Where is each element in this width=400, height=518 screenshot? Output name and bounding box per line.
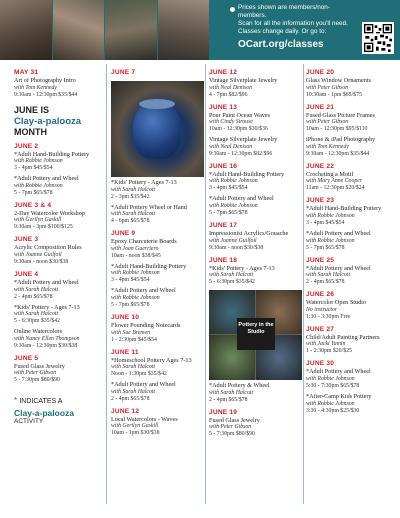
class-instructor: with Robbie Johnson	[111, 270, 160, 277]
class-title: Watercolor Open Studio	[306, 299, 366, 307]
header-line: Prices shown are members/non-members.	[238, 4, 330, 19]
class-listing[interactable]	[14, 328, 106, 350]
class-instructor: with Robbie Johnson	[306, 400, 355, 407]
class-title: Acrylic Composition Rules	[14, 244, 82, 252]
class-listing[interactable]	[14, 244, 106, 266]
class-title: Epoxy Charcuterie Boards	[111, 238, 177, 246]
class-title: Online Watercolors	[14, 328, 63, 336]
pottery-collage-image	[209, 290, 302, 380]
class-instructor: with Joanne Guilfoil	[209, 237, 257, 244]
class-time-price: 3 - 4pm $45/$54	[111, 277, 150, 284]
date-heading: JUNE 12	[209, 69, 238, 76]
class-photo	[105, 0, 158, 60]
class-title: *Adult Pottery & Wheel	[209, 382, 270, 390]
class-time-price: 5 - 7pm $65/$78	[306, 244, 345, 251]
class-time-price: 4 - 7pm $82/$96	[209, 91, 248, 98]
class-title: Pour Paint Ocean Waves	[209, 111, 271, 119]
class-instructor: with Robbie Johnson	[111, 294, 160, 301]
class-instructor: with Robbie Johnson	[14, 182, 63, 189]
class-listing[interactable]	[306, 230, 400, 252]
schedule-column-1	[14, 64, 106, 425]
class-time-price: 5 - 6:30pm $35/$42	[209, 279, 255, 286]
class-title: Vintage Silverplate Jewelry	[209, 77, 278, 84]
class-title: Crocheting a Motif	[306, 170, 354, 178]
class-listing[interactable]	[14, 151, 106, 173]
banner-line: JUNE IS	[14, 104, 50, 115]
date-heading: JUNE 26	[306, 291, 335, 299]
class-listing[interactable]	[306, 368, 400, 390]
class-title: *Adult Pottery and Wheel	[306, 264, 371, 272]
class-time-price: 9:30am - 12:30pm $30/$38	[14, 342, 78, 349]
date-heading: JUNE 19	[209, 408, 238, 416]
class-instructor: with Gerilyn Gaskill	[14, 217, 62, 224]
date-heading: JUNE 9	[111, 230, 136, 238]
class-time-price: 3 - 4pm $45/$54	[14, 165, 53, 172]
class-time-price: 10am - 12:30pm $30/$36	[209, 126, 268, 133]
class-listing[interactable]	[14, 77, 106, 99]
class-time-price: 9:30am - noon $30/$38	[14, 258, 69, 265]
june-clay-a-palooza-banner	[14, 105, 106, 138]
class-listing[interactable]	[209, 265, 305, 287]
date-heading: JUNE 11	[111, 348, 139, 356]
bullet-icon	[230, 7, 235, 12]
class-time-price: 5 - 7pm $65/$78	[14, 189, 53, 196]
class-title: *Adult Pottery and Wheel	[111, 287, 176, 295]
pottery-studio-tag: Pottery in the Studio	[237, 318, 275, 350]
class-instructor: with Robbie Johnson	[306, 375, 355, 382]
class-listing[interactable]	[306, 112, 400, 134]
header-line: Classes change daily. Or go to:	[238, 28, 327, 35]
date-heading: JUNE 7	[111, 69, 136, 76]
class-photo-strip	[0, 0, 210, 60]
class-title: Fused Glass Picture Frames	[306, 111, 375, 119]
legend-text: INDICATES A	[19, 398, 63, 406]
class-time-price: 10am - 12:30pm $95/$110	[306, 126, 368, 133]
class-instructor: with Joan Guerriero	[111, 245, 159, 252]
date-heading: JUNE 27	[306, 325, 335, 333]
class-listing[interactable]	[209, 136, 305, 158]
legend-text: ACTIVITY	[14, 418, 44, 426]
class-instructor: with Robbie Johnson	[209, 178, 258, 185]
class-title: *Adult Pottery and Wheel	[14, 175, 79, 183]
class-instructor: with Robbie Johnson	[14, 158, 63, 165]
legend-brand: Clay-a-palooza	[14, 408, 74, 419]
class-title: *Homeschool Pottery Ages 7-13	[111, 356, 192, 364]
class-instructor: with Sarah Halcott	[14, 311, 59, 318]
class-title: *Adult Hand-Building Pottery	[209, 170, 285, 178]
class-instructor: with Sarah Halcott	[306, 272, 351, 279]
column-divider	[106, 64, 107, 504]
class-time-price: 10am - 1pm $30/$38	[111, 430, 160, 437]
class-listing[interactable]	[111, 416, 204, 438]
class-listing[interactable]	[306, 299, 400, 321]
class-instructor: with Sarah Halcott	[111, 186, 156, 193]
date-heading: JUNE 30	[306, 360, 335, 368]
class-listing[interactable]	[306, 171, 400, 193]
class-listing[interactable]	[306, 77, 400, 99]
class-listing[interactable]	[111, 263, 204, 285]
class-title: *Adult Hand-Building Pottery	[306, 205, 382, 213]
class-title: Child/Adult Painting Partners	[306, 333, 380, 341]
header-info	[238, 4, 358, 52]
class-instructor: with Sarah Halcott	[111, 211, 156, 218]
class-time-price: 2 - 4pm $65/$78	[14, 293, 53, 300]
class-title: *Adult Pottery and Wheel	[306, 368, 371, 376]
class-instructor: with Sarah Halcott	[14, 286, 59, 293]
date-heading: JUNE 10	[111, 313, 140, 321]
class-title: Local Watercolors - Waves	[111, 415, 178, 423]
class-title: Glass Window Ornaments	[306, 77, 371, 84]
class-instructor: with Peter Gibson	[209, 424, 252, 431]
class-title: Vintage Silverplate Jewelry	[209, 136, 278, 144]
class-time-price: 5 - 6:30pm $35/$42	[14, 318, 60, 325]
class-listing[interactable]	[209, 417, 305, 439]
class-instructor: with Gerilyn Gaskill	[111, 423, 159, 430]
class-listing[interactable]	[209, 171, 305, 193]
class-listing[interactable]	[14, 210, 106, 232]
banner-line: MONTH	[14, 126, 47, 137]
date-heading: JUNE 2	[14, 142, 39, 150]
class-photo	[0, 0, 53, 60]
class-time-price: 9:30am - noon $30/$38	[209, 244, 264, 251]
date-heading: JUNE 23	[306, 197, 335, 205]
class-listing[interactable]	[14, 175, 106, 197]
class-listing[interactable]	[14, 304, 106, 326]
class-time-price: 5 - 7:30pm $80/$90	[14, 377, 60, 384]
class-title: *Adult Pottery Wheel or Hand	[111, 203, 187, 211]
class-time-price: 11am - 12:30pm $20/$24	[306, 185, 365, 192]
class-listing[interactable]	[111, 287, 204, 309]
class-listing[interactable]	[111, 238, 204, 260]
class-listing[interactable]	[111, 357, 204, 379]
class-time-price: 9:30am - 3pm $100/$125	[14, 224, 73, 231]
class-title: Fused Glass Jewelry	[14, 362, 65, 370]
class-title: *Kids' Pottery - Ages 7-13	[209, 264, 275, 272]
schedule-column-2	[111, 64, 204, 440]
class-instructor: with Jacki Yamin	[306, 341, 346, 348]
class-photo	[53, 0, 106, 60]
class-time-price: 9:30am - 12:30pm $35/$44	[306, 150, 370, 157]
date-heading: MAY 31	[14, 69, 39, 76]
qr-code-icon[interactable]	[362, 22, 394, 54]
class-listing[interactable]	[209, 230, 305, 252]
class-time-price: 5 - 7pm $65/$78	[209, 209, 248, 216]
class-listing[interactable]	[306, 205, 400, 227]
class-time-price: 9:30am - 12:30pm $35/$44	[14, 91, 78, 98]
class-time-price: 2 - 4pm $65/$78	[306, 279, 345, 286]
class-instructor: with Robbie Johnson	[306, 212, 355, 219]
class-listing[interactable]	[111, 179, 204, 201]
class-title: Art of Photography Intro	[14, 77, 76, 84]
class-instructor: with Peter Gibson	[306, 119, 349, 126]
class-listing[interactable]	[14, 363, 106, 385]
date-heading: JUNE 13	[209, 103, 238, 111]
header-line: Scan for all the information you'll need.	[238, 20, 348, 27]
class-instructor: with Neal Denison	[209, 143, 253, 150]
date-heading: JUNE 21	[306, 103, 335, 111]
date-heading: JUNE 3 & 4	[14, 201, 52, 209]
class-time-price: 10:30am - 1pm $65/$75	[306, 91, 362, 98]
class-title: *Adult Pottery and Wheel	[306, 229, 371, 237]
class-title: iPhone & iPad Photography	[306, 136, 376, 144]
class-photo	[158, 0, 211, 60]
class-listing[interactable]	[306, 334, 400, 356]
class-title: *Adult Pottery and Wheel	[14, 278, 79, 286]
legend	[14, 390, 106, 425]
schedule-column-3	[209, 64, 305, 441]
class-listing[interactable]	[14, 279, 106, 301]
class-time-price: 1:30 - 3:30pm Free	[306, 313, 351, 320]
class-time-price: 5:30 - 7:30pm $65/$78	[306, 382, 360, 389]
class-listing[interactable]	[209, 382, 305, 404]
class-title: *Adult Pottery and Wheel	[209, 195, 274, 203]
class-listing[interactable]	[209, 195, 305, 217]
class-time-price: 3 - 4pm $45/$54	[306, 219, 345, 226]
class-listing[interactable]	[111, 381, 204, 403]
bowl-rim	[139, 99, 175, 109]
date-heading: JUNE 4	[14, 270, 39, 278]
class-time-price: 3 - 4pm $45/$54	[209, 185, 248, 192]
class-listing[interactable]	[209, 112, 305, 134]
class-listing[interactable]	[111, 322, 204, 344]
class-title: *Adult Hand-Building Pottery	[14, 150, 90, 158]
class-instructor: with Sarah Halcott	[209, 389, 254, 396]
class-listing[interactable]	[306, 265, 400, 287]
class-instructor: with Robbie Johnson	[209, 202, 258, 209]
class-title: 2-Day Watercolor Workshop	[14, 209, 85, 217]
class-title: *Kids' Pottery - Ages 7-13	[14, 303, 80, 311]
class-listing[interactable]	[306, 393, 400, 415]
date-heading: JUNE 17	[209, 221, 238, 229]
class-instructor: with Tom Kennedy	[14, 84, 57, 91]
class-listing[interactable]	[209, 77, 305, 99]
date-heading: JUNE 3	[14, 236, 39, 244]
class-title: *Adult Pottery and Wheel	[111, 381, 176, 389]
class-instructor: with Mary Anne Cooper	[306, 178, 363, 185]
date-heading: JUNE 22	[306, 162, 335, 170]
class-time-price: 2 - 3pm $35/$42	[111, 193, 150, 200]
class-time-price: 9:30am - 12:30pm $82/$96	[209, 150, 273, 157]
class-time-price: Noon - 1:30pm $35/$42	[111, 371, 167, 378]
class-title: Fused Glass Jewelry	[209, 416, 260, 424]
class-instructor: with Peter Gibson	[14, 370, 57, 377]
class-listing[interactable]	[111, 204, 204, 226]
class-time-price: 1 - 2:30pm $45/$54	[111, 336, 157, 343]
class-time-price: 4 - 6pm $65/$78	[111, 218, 150, 225]
banner-brand: Clay-a-palooza	[14, 115, 82, 127]
date-heading: JUNE 18	[209, 256, 238, 264]
asterisk-icon: *	[14, 396, 20, 406]
schedule-column-4	[306, 64, 400, 418]
class-time-price: 2 - 4pm $65/$78	[111, 395, 150, 402]
class-instructor: No instructor	[306, 306, 338, 313]
class-instructor: with Sue Bremen	[111, 329, 151, 336]
date-heading: JUNE 25	[306, 256, 335, 264]
class-instructor: with Neal Denison	[209, 84, 253, 91]
class-title: Impressionist Acrylics/Gouache	[209, 229, 289, 237]
class-title: *Kids' Pottery - Ages 7-13	[111, 179, 177, 186]
class-time-price: 3:30 - 4:30pm $25/$30	[306, 407, 360, 414]
class-time-price: 5 - 7pm $65/$78	[111, 301, 150, 308]
class-title: *After-Camp Kids Pottery	[306, 392, 372, 400]
class-time-price: 5 - 7:30pm $80/$90	[209, 431, 255, 438]
date-heading: JUNE 16	[209, 162, 238, 170]
class-title: Flower Pounding Notecards	[111, 321, 181, 329]
class-time-price: 10am - noon $38/$45	[111, 252, 161, 259]
class-instructor: with Sarah Halcott	[111, 364, 156, 371]
class-instructor: with Robbie Johnson	[306, 237, 355, 244]
class-title: *Adult Hand-Building Pottery	[111, 262, 187, 270]
class-listing[interactable]	[306, 136, 400, 158]
class-instructor: with Peter Gibson	[306, 84, 349, 91]
class-time-price: 2 - 4pm $65/$78	[209, 396, 248, 403]
date-heading: JUNE 20	[306, 69, 335, 76]
class-instructor: with Sarah Halcott	[209, 272, 254, 279]
class-time-price: 1 - 2:30pm $20/$25	[306, 348, 352, 355]
class-instructor: with Cindy Strouse	[209, 119, 253, 126]
date-heading: JUNE 5	[14, 354, 39, 362]
class-instructor: with Tom Kennedy	[306, 143, 349, 150]
column-divider	[205, 64, 206, 504]
classes-url-link[interactable]: OCart.org/classes	[238, 39, 324, 50]
class-instructor: with Nancy Ellen Thompson	[14, 335, 80, 342]
header-banner	[0, 0, 400, 60]
class-instructor: with Joanne Guilfoil	[14, 251, 62, 258]
date-heading: JUNE 12	[111, 407, 140, 415]
class-instructor: with Sarah Halcott	[111, 388, 156, 395]
bowl-shape	[133, 101, 181, 159]
pottery-bowl-image	[111, 81, 204, 177]
